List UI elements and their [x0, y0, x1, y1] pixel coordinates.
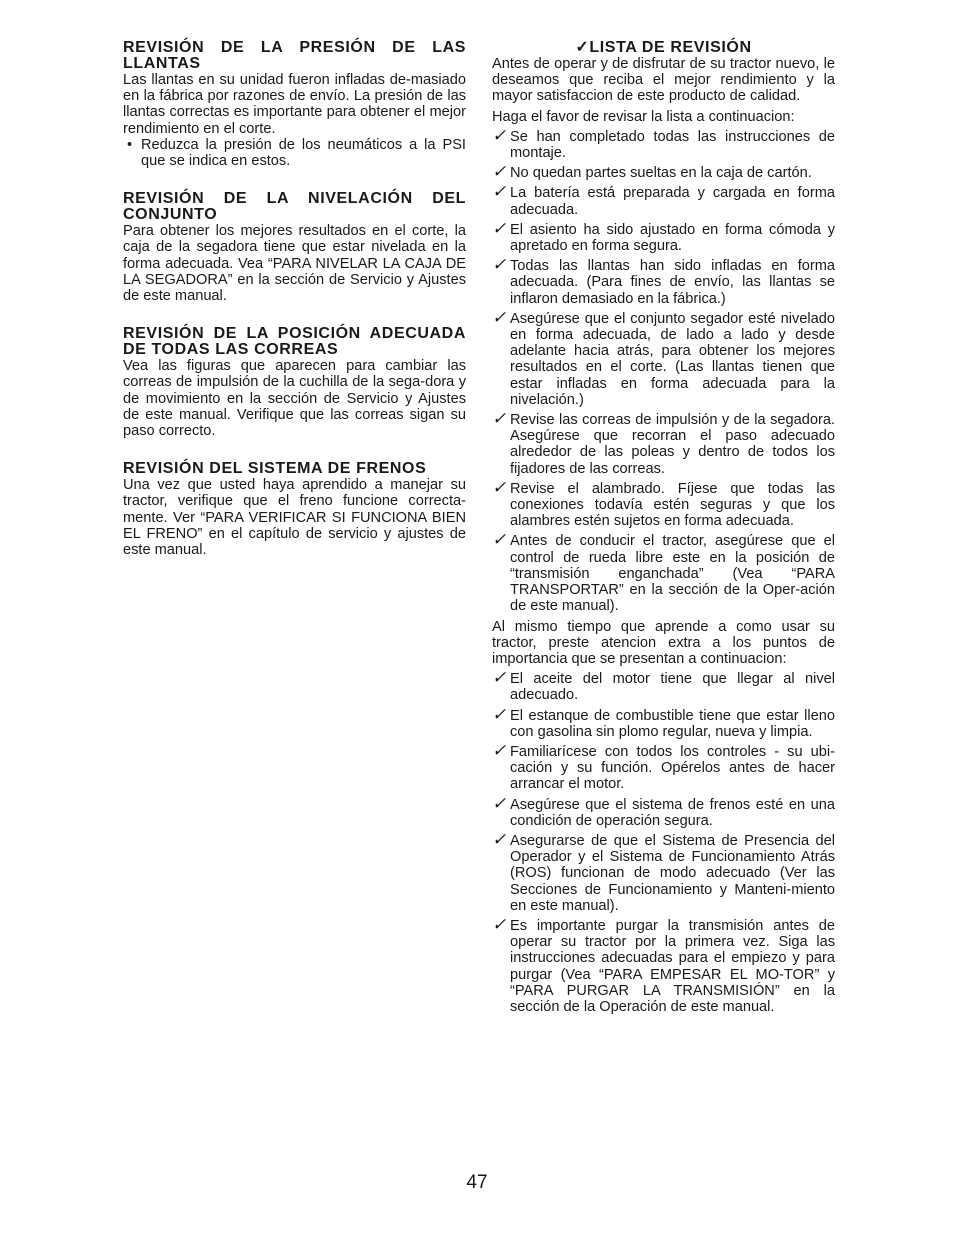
- checklist-item: [492, 162, 835, 182]
- checklist-item-text: Se han completado todas las instrucciones de montaje.: [510, 128, 835, 162]
- checklist-item: [492, 125, 835, 162]
- checklist-item-text: Revise el alambrado. Fíjese que todas las conexiones todavía estén seguras y que los alambres estén sujetos en forma adecuada.: [510, 480, 835, 530]
- checklist-item: [492, 829, 835, 914]
- checklist-instruction: Haga el favor de revisar la lista a continuacion:: [492, 108, 795, 125]
- checklist-intro: Antes de operar y de disfrutar de su tractor nuevo, le deseamos que reciba el mejor rendimiento y la mayor satisfaccion de este producto de calidad.: [492, 56, 835, 105]
- checklist-item: [492, 307, 835, 408]
- section-body-tire-pressure: Las llantas en su unidad fueron infladas de-masiado en la fábrica por razones de envío. La presión de las llantas correctas es importante para obtener el mejor rendimiento en el corte.: [123, 72, 466, 137]
- checklist-item: [492, 668, 835, 704]
- checkmark-icon: ✓: [492, 255, 507, 275]
- right-column: [492, 40, 835, 1019]
- checklist-item-text: Familiarícese con todos los controles - su ubi-cación y su función. Opérelos antes de hacer arrancar el motor.: [510, 743, 835, 793]
- checkmark-icon: ✓: [492, 740, 507, 760]
- checklist-item-text: El asiento ha sido ajustado en forma cómoda y apretado en forma segura.: [510, 221, 835, 255]
- checklist-item: [492, 477, 835, 530]
- checkmark-icon: ✓: [492, 704, 507, 724]
- section-title-brakes: REVISIÓN DEL SISTEMA DE FRENOS: [123, 460, 427, 478]
- checklist-item-text: Asegúrese que el conjunto segador esté nivelado en forma adecuada, de lado a lado y desde adelante hacia atrás, para obtener los mejores resultados en el corte. (Las llantas tienen que estar infladas en forma adecuada para la nivelación.): [510, 310, 835, 408]
- checklist-item-text: Antes de conducir el tractor, asegúrese que el control de rueda libre este en la posición de “transmisión enganchada” (Vea “PARA TRANSPORTAR” en la sección de la Oper-ación de este manual).: [510, 533, 835, 615]
- checklist-item-text: Asegurarse de que el Sistema de Presencia del Operador y el Sistema de Funcionamiento Atrás (ROS) funcionan de modo adecuado (Ver las Secciones de Funcionamiento y Manteni-miento en este manual).: [510, 832, 835, 914]
- section-body-belts: Vea las figuras que aparecen para cambiar las correas de impulsión de la cuchilla de la sega-dora y de movimiento en la sección de Servicio y Ajustes de este manual. Verifique que las correas sigan su paso correcto.: [123, 358, 466, 440]
- section-body-leveling: Para obtener los mejores resultados en el corte, la caja de la segadora tiene que estar nivelada en la forma adecuada. Vea “PARA NIVELAR LA CAJA DE LA SEGADORA” en la sección de Servicio y Ajustes de este manual.: [123, 223, 466, 305]
- checkmark-icon: ✓: [492, 668, 507, 688]
- checklist-item-text: El aceite del motor tiene que llegar al nivel adecuado.: [510, 671, 835, 704]
- section-title-checklist: ✓LISTA DE REVISIÓN: [575, 39, 752, 56]
- checkmark-icon: ✓: [492, 218, 507, 238]
- checkmark-icon: ✓: [492, 409, 507, 429]
- checklist-item: [492, 409, 835, 477]
- checkmark-icon: ✓: [492, 477, 507, 497]
- section-title-tire-pressure: REVISIÓN DE LA PRESIÓN DE LAS LLANTAS: [123, 39, 466, 72]
- checklist-item-text: Revise las correas de impulsión y de la segadora. Asegúrese que recorran el paso adecuado alrededor de las poleas y dentro de todos los fijadores de las correas.: [510, 412, 835, 477]
- checkmark-icon: ✓: [492, 307, 507, 327]
- checklist-item: [492, 740, 835, 793]
- checklist-item: [492, 914, 835, 1015]
- checkmark-icon: ✓: [492, 182, 507, 202]
- checklist-item-text: No quedan partes sueltas en la caja de cartón.: [510, 165, 812, 182]
- checklist-item: [492, 255, 835, 307]
- checklist-item: [492, 530, 835, 615]
- section-title-leveling: REVISIÓN DE LA NIVELACIÓN DEL CONJUNTO: [123, 190, 466, 224]
- bullet-item: [123, 137, 466, 169]
- page-number: 47: [466, 1172, 488, 1193]
- checkmark-icon: ✓: [492, 125, 507, 145]
- checklist-item-text: La batería está preparada y cargada en forma adecuada.: [510, 185, 835, 218]
- checklist-item-text: El estanque de combustible tiene que estar lleno con gasolina sin plomo regular, nueva y limpia.: [510, 707, 835, 740]
- checklist-item-text: Asegúrese que el sistema de frenos esté en una condición de operación segura.: [510, 796, 835, 829]
- bullet-text: Reduzca la presión de los neumáticos a la PSI que se indica en estos.: [141, 136, 466, 170]
- checklist-operation: [492, 668, 835, 1015]
- checkmark-icon: ✓: [492, 162, 507, 182]
- bullet-mark: •: [127, 136, 133, 153]
- checkmark-icon: ✓: [492, 829, 507, 849]
- checkmark-icon: ✓: [492, 914, 507, 934]
- checklist-item-text: Todas las llantas han sido infladas en forma adecuada. (Para fines de envío, las llantas se inflaron demasiado en la fábrica.): [510, 258, 835, 307]
- checklist-item-text: Es importante purgar la transmisión antes de operar su tractor por la primera vez. Siga las instrucciones adecuadas para el empiezo y para purgar (Vea “PARA EMPESAR EL MO-TOR” y “PARA PURGAR LA TRANSMISIÓN” en la sección de la Operación de este manual.: [510, 917, 835, 1015]
- section-body-brakes: Una vez que usted haya aprendido a manejar su tractor, verifique que el freno funcione correcta-mente. Ver “PARA VERIFICAR SI FUNCIONA BIEN EL FRENO” en el capítulo de servicio y ajustes de este manual.: [123, 477, 466, 559]
- checklist-item: [492, 218, 835, 255]
- checklist-item: [492, 704, 835, 740]
- checklist-assembly: [492, 125, 835, 615]
- checkmark-icon: ✓: [492, 530, 507, 550]
- left-column: [123, 40, 466, 558]
- checklist-item: [492, 182, 835, 218]
- checkmark-icon: ✓: [492, 793, 507, 813]
- checklist-item: [492, 793, 835, 829]
- checklist-middle-text: Al mismo tiempo que aprende a como usar su tractor, preste atencion extra a los puntos de importancia que se presentan a continuacion:: [492, 618, 835, 667]
- section-title-belts: REVISIÓN DE LA POSICIÓN ADECUADA DE TODAS LAS CORREAS: [123, 325, 466, 359]
